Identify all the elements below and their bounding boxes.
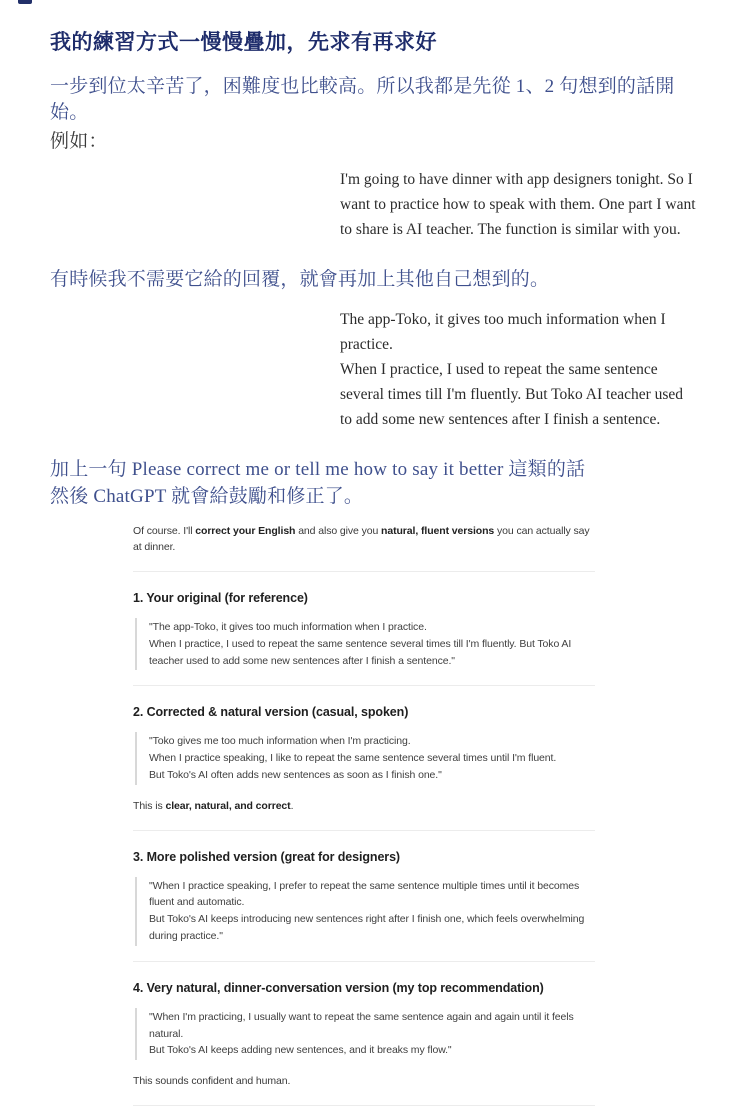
quote-line: "When I'm practicing, I usually want to repeat the same sentence again and again until it feels natural. bbox=[149, 1009, 595, 1043]
text: This sounds confident and human. bbox=[133, 1075, 290, 1087]
text: you can actually say at dinner. bbox=[133, 525, 590, 554]
quote-line: When I practice, I used to repeat the same sentence several times till I'm fluently. But Toko AI teacher used to add some new sentences after I finish a sentence." bbox=[149, 636, 595, 670]
chat-sections bbox=[133, 571, 595, 1106]
section-heading: 2. Corrected & natural version (casual, spoken) bbox=[133, 702, 595, 722]
text-line: to share is AI teacher. The function is similar with you. bbox=[340, 217, 698, 242]
quote-line: But Toko's AI keeps adding new sentences, and it breaks my flow." bbox=[149, 1042, 595, 1059]
section-quote bbox=[135, 732, 595, 784]
section-quote bbox=[135, 618, 595, 670]
quote-line: But Toko's AI often adds new sentences as soon as I finish one." bbox=[149, 767, 595, 784]
english-quote-1 bbox=[340, 167, 698, 242]
chat-intro-message bbox=[133, 523, 595, 557]
section-quote bbox=[135, 877, 595, 946]
quote-line: "The app-Toko, it gives too much information when I practice. bbox=[149, 619, 595, 636]
text-line: When I practice, I used to repeat the same sentence bbox=[340, 357, 698, 382]
section-divider bbox=[133, 685, 595, 686]
text-line: practice. bbox=[340, 332, 698, 357]
section-quote bbox=[135, 1008, 595, 1060]
quote-line: But Toko's AI keeps introducing new sentences right after I finish one, which feels overwhelming during practice." bbox=[149, 911, 595, 945]
text-line: several times till I'm fluently. But Toko AI teacher used bbox=[340, 382, 698, 407]
bold-text: natural, fluent versions bbox=[381, 525, 494, 537]
note-paragraph-1: 有時候我不需要它給的回覆，就會再加上其他自己想到的。 bbox=[50, 267, 700, 293]
text-line: I'm going to have dinner with app designers tonight. So I bbox=[340, 167, 698, 192]
text-line: The app-Toko, it gives too much information when I bbox=[340, 307, 698, 332]
section-note bbox=[133, 798, 595, 815]
quote-line: When I practice speaking, I like to repeat the same sentence several times until I'm fluent. bbox=[149, 750, 595, 767]
text: This is bbox=[133, 800, 165, 812]
text-line: 然後 ChatGPT 就會給鼓勵和修正了。 bbox=[50, 484, 700, 511]
quote-line: "Toko gives me too much information when I'm practicing. bbox=[149, 733, 595, 750]
english-quote-2 bbox=[340, 307, 698, 432]
note-paragraph-2 bbox=[50, 457, 700, 511]
section-heading: 4. Very natural, dinner-conversation version (my top recommendation) bbox=[133, 978, 595, 998]
text: Of course. I'll bbox=[133, 525, 195, 537]
section-divider bbox=[133, 961, 595, 962]
section-note bbox=[133, 1073, 595, 1090]
intro-paragraph: 一步到位太辛苦了，困難度也比較高。所以我都是先從 1、2 句想到的話開始。 bbox=[50, 74, 700, 125]
chatgpt-screenshot bbox=[133, 523, 595, 1106]
text-line: to add some new sentences after I finish a sentence. bbox=[340, 407, 698, 432]
section-divider bbox=[133, 830, 595, 831]
text-line: want to practice how to speak with them. One part I want bbox=[340, 192, 698, 217]
screenshot-crop-artifact bbox=[18, 0, 32, 4]
bold-text: clear, natural, and correct bbox=[165, 800, 290, 812]
quote-line: "When I practice speaking, I prefer to repeat the same sentence multiple times until it becomes fluent and automatic. bbox=[149, 878, 595, 912]
section-divider bbox=[133, 571, 595, 572]
section-heading: 3. More polished version (great for designers) bbox=[133, 847, 595, 867]
section-heading: 1. Your original (for reference) bbox=[133, 588, 595, 608]
text-line: 加上一句 Please correct me or tell me how to say it better 這類的話 bbox=[50, 457, 700, 484]
bold-text: correct your English bbox=[195, 525, 295, 537]
example-label: 例如： bbox=[50, 129, 700, 155]
text: . bbox=[291, 800, 294, 812]
text: and also give you bbox=[295, 525, 381, 537]
page-title: 我的練習方式一慢慢疊加，先求有再求好 bbox=[50, 26, 700, 56]
